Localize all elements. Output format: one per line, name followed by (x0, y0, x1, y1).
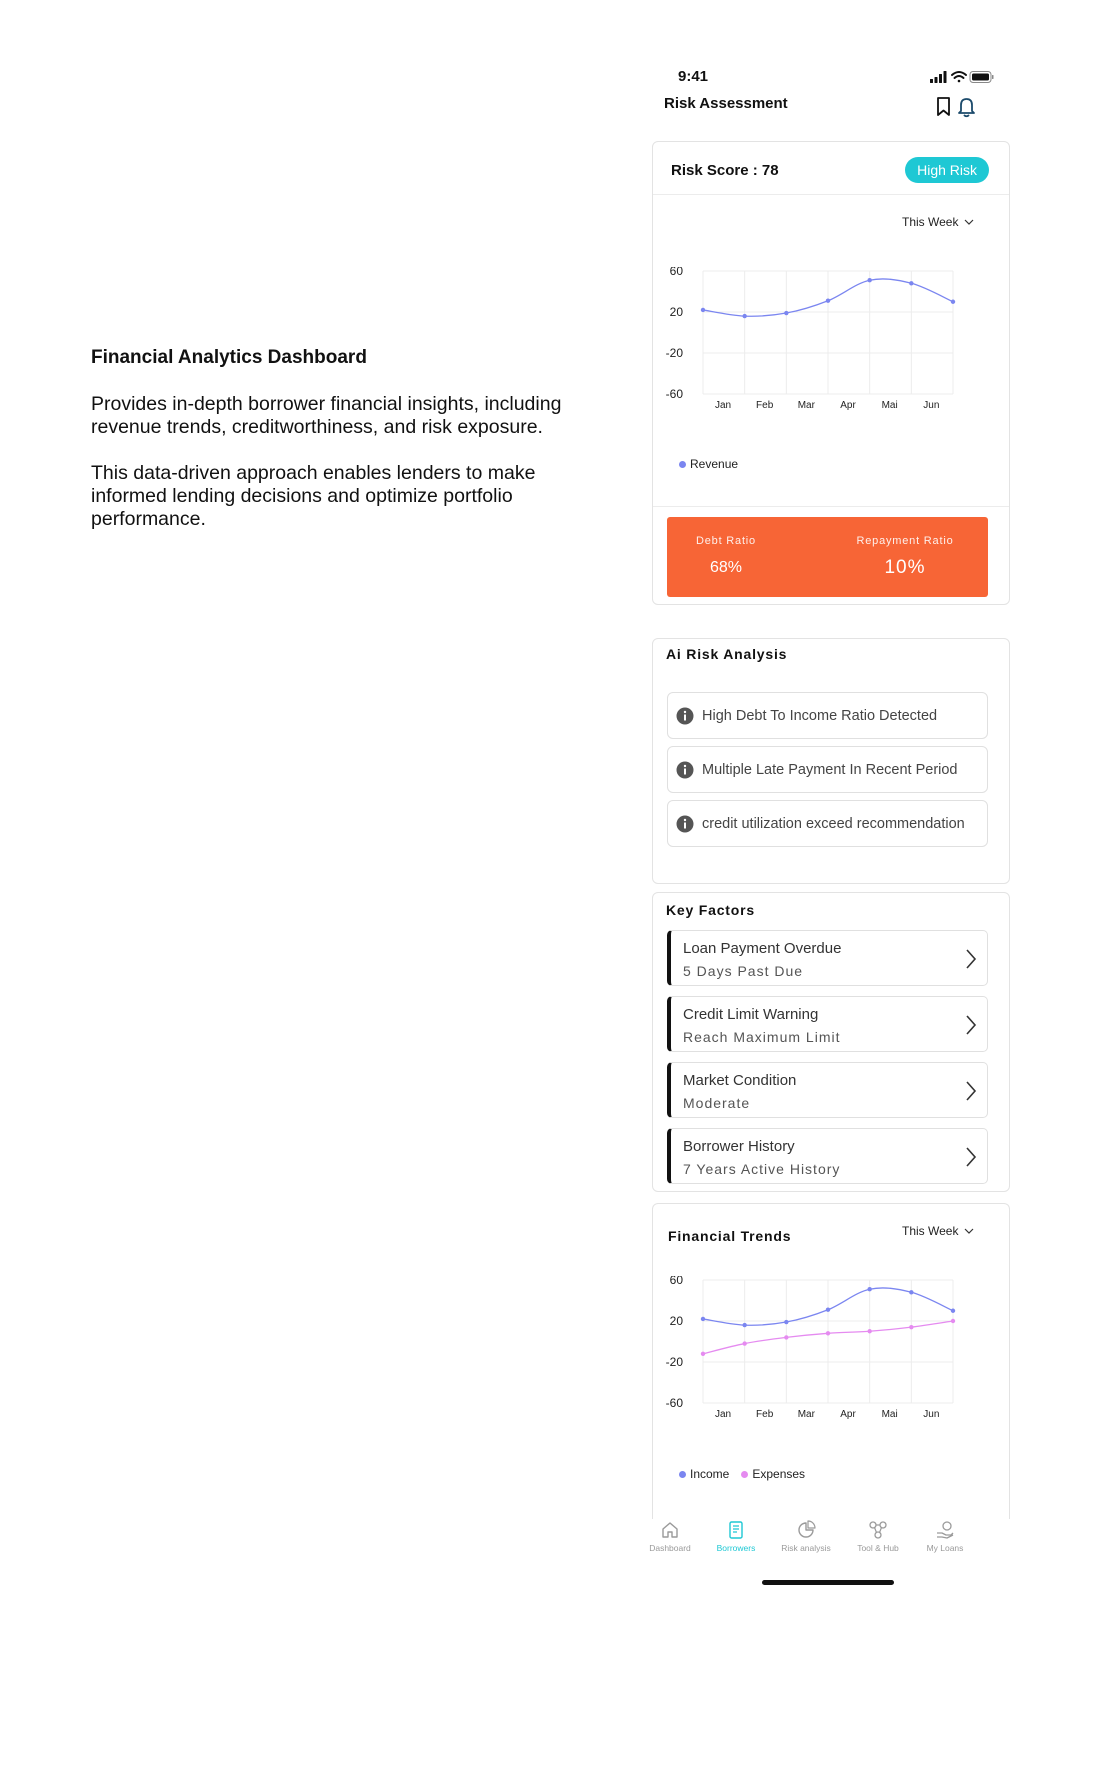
description-block (91, 346, 601, 531)
legend-expenses (741, 1467, 805, 1481)
status-icons (930, 70, 994, 84)
chart-grid (703, 1280, 953, 1403)
phone-screen (648, 0, 1014, 1784)
data-point-expenses (701, 1352, 705, 1356)
data-point-revenue (867, 278, 871, 282)
x-tick-label: Apr (840, 1409, 856, 1420)
nav-label: Tool & Hub (857, 1543, 899, 1553)
legend-revenue (679, 457, 738, 471)
data-point-revenue (909, 281, 913, 285)
nav-item-borrowers[interactable] (701, 1516, 771, 1553)
x-tick-label: Jan (714, 400, 732, 411)
x-tick-label: Jan (714, 1409, 732, 1420)
data-point-income (909, 1290, 913, 1294)
info-icon (676, 815, 694, 833)
key-factor-subtitle: Moderate (683, 1095, 751, 1111)
chevron-right-icon (965, 1014, 977, 1036)
info-icon (676, 761, 694, 779)
repayment-ratio-value: 10% (884, 557, 926, 578)
x-tick-label: Feb (756, 1409, 774, 1420)
legend-income (679, 1467, 729, 1481)
key-factor-item[interactable] (667, 930, 988, 986)
risk-score-header (653, 142, 1009, 195)
page-title: Risk Assessment (664, 95, 788, 112)
chevron-right-icon (965, 948, 977, 970)
chart-grid (703, 271, 953, 394)
key-factor-title: Credit Limit Warning (683, 1006, 819, 1023)
nav-label: Dashboard (649, 1543, 691, 1553)
nav-label: Borrowers (716, 1543, 756, 1553)
x-tick-label: Mai (881, 1409, 898, 1420)
key-factor-subtitle: 7 Years Active History (683, 1161, 841, 1177)
data-point-expenses (909, 1325, 913, 1329)
nav-item-dashboard[interactable] (635, 1516, 705, 1553)
hub-icon (868, 1520, 888, 1540)
data-point-income (951, 1309, 955, 1313)
chevron-down-icon (964, 1228, 974, 1234)
legend-expenses-label: Expenses (752, 1467, 806, 1481)
data-point-income (867, 1287, 871, 1291)
document-icon (726, 1520, 746, 1540)
financial-trends-legend (679, 1467, 805, 1481)
data-point-income (784, 1320, 788, 1324)
description-title: Financial Analytics Dashboard (91, 347, 367, 368)
home-icon (660, 1520, 680, 1540)
x-tick-label: Feb (756, 400, 774, 411)
debt-ratio-value: 68% (709, 559, 743, 576)
divider (653, 506, 1009, 507)
home-indicator (762, 1580, 894, 1585)
key-factor-item[interactable] (667, 1062, 988, 1118)
key-factor-item[interactable] (667, 1128, 988, 1184)
legend-income-label: Income (690, 1467, 730, 1481)
key-factor-subtitle: Reach Maximum Limit (683, 1029, 841, 1045)
chevron-down-icon (964, 219, 974, 225)
data-point-revenue (826, 299, 830, 303)
high-risk-badge[interactable]: High Risk (905, 157, 989, 183)
revenue-chart-legend (679, 457, 738, 471)
nav-item-risk-analysis[interactable] (771, 1516, 841, 1553)
x-tick-label: Jun (923, 400, 940, 411)
key-factor-subtitle: 5 Days Past Due (683, 963, 804, 979)
risk-alert-text: High Debt To Income Ratio Detected (702, 707, 938, 724)
risk-alert-text: credit utilization exceed recommendation (702, 815, 965, 832)
y-tick-label: 20 (669, 1314, 683, 1328)
legend-revenue-label: Revenue (690, 457, 739, 471)
ratio-summary (667, 517, 988, 597)
debt-ratio-label: Debt Ratio (696, 535, 756, 547)
risk-alert[interactable] (667, 800, 988, 847)
key-factor-title: Borrower History (683, 1138, 795, 1155)
revenue-chart (663, 267, 993, 442)
data-point-revenue (784, 311, 788, 315)
x-tick-label: Jun (923, 1409, 940, 1420)
status-time: 9:41 (678, 68, 709, 85)
risk-alert-text: Multiple Late Payment In Recent Period (702, 761, 958, 778)
y-tick-label: 20 (669, 305, 683, 319)
risk-score-label: Risk Score : 78 (671, 162, 779, 179)
nav-item-my-loans[interactable] (910, 1516, 980, 1553)
x-tick-label: Mar (797, 1409, 815, 1420)
ai-risk-analysis-card (652, 638, 1010, 884)
nav-label: Risk analysis (781, 1543, 831, 1553)
key-factor-title: Loan Payment Overdue (683, 940, 842, 957)
bottom-nav (648, 1516, 1014, 1566)
risk-score-card (652, 141, 1010, 605)
data-point-expenses (867, 1329, 871, 1333)
x-tick-label: Mai (881, 400, 898, 411)
legend-revenue-swatch (679, 461, 686, 468)
data-point-expenses (951, 1319, 955, 1323)
data-point-expenses (742, 1341, 746, 1345)
bookmark-icon[interactable] (938, 98, 949, 115)
data-point-income (742, 1323, 746, 1327)
wifi-icon (952, 72, 966, 82)
y-tick-label: -60 (665, 387, 683, 401)
x-tick-label: Apr (840, 400, 856, 411)
nav-label: My Loans (926, 1543, 964, 1553)
ai-risk-analysis-title: Ai Risk Analysis (666, 646, 788, 662)
key-factor-item[interactable] (667, 996, 988, 1052)
y-tick-label: -60 (665, 1396, 683, 1410)
description-paragraph-1: Provides in-depth borrower financial insights, including revenue trends, creditworthiness, and risk exposure. (91, 393, 562, 438)
chevron-right-icon (965, 1080, 977, 1102)
y-tick-label: 60 (669, 267, 683, 278)
data-point-revenue (742, 314, 746, 318)
chart-icon (796, 1520, 816, 1540)
key-factor-title: Market Condition (683, 1072, 797, 1089)
repayment-ratio-label: Repayment Ratio (856, 535, 954, 547)
bell-icon[interactable] (959, 99, 974, 116)
x-tick-label: Mar (797, 400, 815, 411)
description-paragraph-2: This data-driven approach enables lenders to make informed lending decisions and optimize portfolio performance. (91, 462, 536, 530)
legend-income-swatch (679, 1471, 686, 1478)
info-icon (676, 707, 694, 725)
battery-icon (970, 72, 994, 83)
data-point-expenses (826, 1331, 830, 1335)
period-dropdown[interactable] (902, 215, 974, 229)
financial-trends-title: Financial Trends (668, 1228, 792, 1244)
header-actions (935, 96, 985, 118)
nav-item-tool-hub[interactable] (843, 1516, 913, 1553)
risk-alert[interactable] (667, 746, 988, 793)
data-point-income (826, 1308, 830, 1312)
y-tick-label: -20 (665, 1355, 683, 1369)
repayment-ratio (845, 535, 965, 579)
data-point-revenue (951, 300, 955, 304)
y-tick-label: -20 (665, 346, 683, 360)
period-dropdown-label: This Week (902, 1224, 959, 1238)
data-point-income (701, 1317, 705, 1321)
data-point-expenses (784, 1335, 788, 1339)
financial-trends-card (652, 1203, 1010, 1519)
key-factors-card (652, 892, 1010, 1192)
chevron-right-icon (965, 1146, 977, 1168)
loan-icon (935, 1520, 955, 1540)
risk-alert[interactable] (667, 692, 988, 739)
financial-trends-chart (663, 1276, 993, 1451)
y-tick-label: 60 (669, 1276, 683, 1287)
key-factors-title: Key Factors (666, 902, 755, 918)
data-point-revenue (701, 308, 705, 312)
period-dropdown-label: This Week (902, 215, 959, 229)
legend-expenses-swatch (741, 1471, 748, 1478)
signal-icon (930, 71, 947, 83)
period-dropdown[interactable] (902, 1224, 974, 1238)
debt-ratio (681, 535, 771, 577)
